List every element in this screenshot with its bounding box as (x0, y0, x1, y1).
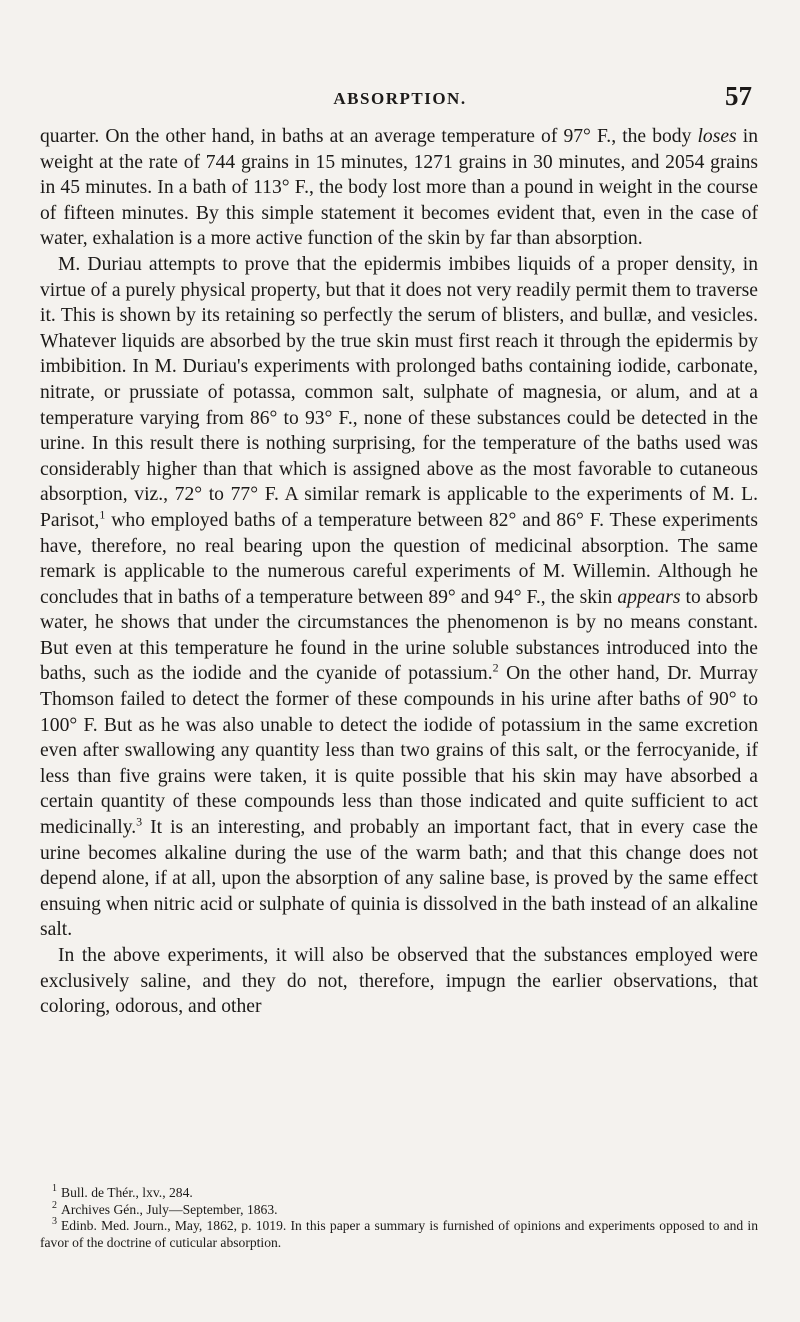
page-number: 57 (725, 81, 752, 111)
p1-text-a: quarter. On the other hand, in baths at an average temperature of 97° F., the body (40, 126, 698, 147)
p1-emphasis-loses: loses (697, 126, 737, 147)
footnote-2 (40, 1199, 758, 1219)
p2-text-b: who employed baths of a temperature between 82° and 86° F. These experiments have, therefore, no real bearing upon the question of medicinal absorption. The same remark is applicable to the numerous careful experiments of M. Willemin. Although he concludes that in baths of a temperature between 89° and 94° F., the skin (40, 509, 758, 608)
footnotes (40, 1185, 758, 1251)
p2-emphasis-appears: appears (617, 586, 681, 608)
footnote-ref-1: 1 (99, 507, 106, 522)
footnote-ref-2: 2 (492, 660, 499, 675)
footnote-3 (40, 1218, 758, 1251)
footnote-1 (40, 1185, 758, 1202)
p2-text-f: It is an interesting, and probably an important fact, that in every case the urine becomes alkaline during the use of the warm bath; and that this change does not depend alone, if at all, upon the absorption of any saline base, is proved by the same effect ensuing when nitric acid or sulphate of quinia is dissolved in the bath instead of an alkaline salt. (40, 817, 758, 941)
footnote-3-text: Edinb. Med. Journ., May, 1862, p. 1019. In this paper a summary is furnished of opinions and experiments opposed to and in favor of the doctrine of cuticular absorption. (40, 1218, 758, 1250)
p2-text-d: to absorb water, he shows that under the circumstances the phenomenon is by no means constant. But even at this temperature he found in the urine soluble substances introduced into the baths, such as the iodide and the cyanide of potassium. (40, 586, 759, 685)
footnote-2-text: Archives Gén., July—September, 1863. (61, 1201, 278, 1217)
running-title: ABSORPTION. (333, 89, 467, 108)
p3-text: In the above experiments, it will also be observed that the substances employed were exclusively saline, and they do not, therefore, impugn the earlier observations, that coloring, odorous, and other (40, 945, 758, 1018)
p2-text-a: M. Duriau attempts to prove that the epidermis imbibes liquids of a proper density, in virtue of a purely physical property, but that it does not very readily permit them to traverse it. This is shown by its retaining so perfectly the serum of blisters, and bullæ, and vesicles. Whatever liquids are absorbed by the true skin must first reach it through the epidermis by imbibition. In M. Duriau's experiments with prolonged baths containing iodide, carbonate, nitrate, or prussiate of potassa, common salt, sulphate of magnesia, or alum, and at a temperature varying from 86° to 93° F., none of these substances could be detected in the urine. In this result there is nothing surprising, for the temperature of the baths used was considerably higher than that which is assigned above as the most favorable to cutaneous absorption, viz., 72° to 77° F. A similar remark is applicable to the experiments of M. L. Parisot, (40, 253, 758, 531)
p2-text-e: On the other hand, Dr. Murray Thomson failed to detect the former of these compounds in his urine after baths of 90° to 100° F. But as he was also unable to detect the iodide of potassium in the same excretion even after swallowing any quantity less than two grains of this salt, or the ferrocyanide, if less than five grains were taken, it is quite possible that his skin may have absorbed a certain quantity of these compounds less than those indicated and quite sufficient to act medicinally. (40, 663, 758, 839)
footnote-1-text: Bull. de Thér., lxv., 284. (61, 1185, 193, 1200)
footnote-3-mark: 3 (52, 1216, 57, 1228)
body-text (40, 124, 758, 1020)
paragraph-1 (40, 124, 758, 252)
running-head (0, 81, 800, 113)
p1-text-c: in weight at the rate of 744 grains in 15 minutes, 1271 grains in 30 minutes, and 2054 grains in 45 minutes. In a bath of 113° F., the body lost more than a pound in weight in the course of fifteen minutes. By this simple statement it becomes evident that, even in the case of water, exhalation is a more active function of the skin by far than absorption. (40, 126, 758, 250)
paragraph-3 (40, 943, 758, 1020)
footnote-1-mark: 1 (52, 1183, 57, 1195)
footnote-2-mark: 2 (52, 1199, 57, 1211)
footnote-ref-3: 3 (136, 814, 143, 829)
paragraph-2 (40, 252, 758, 943)
